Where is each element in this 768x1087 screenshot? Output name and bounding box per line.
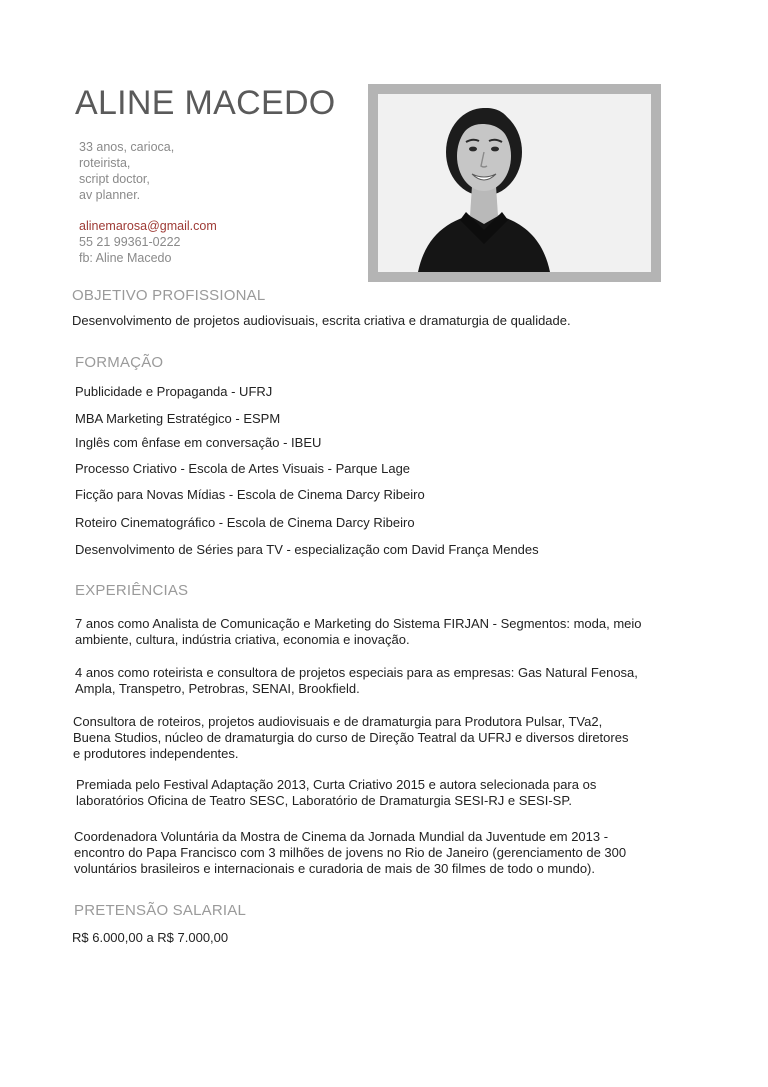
profile-photo-frame [368, 84, 661, 282]
objetivo-text: Desenvolvimento de projetos audiovisuais, escrita criativa e dramaturgia de qualidade. [72, 313, 571, 328]
list-item: Ficção para Novas Mídias - Escola de Cinema Darcy Ribeiro [75, 487, 425, 502]
salary-expectation: R$ 6.000,00 a R$ 7.000,00 [72, 930, 229, 945]
section-title-objetivo: OBJETIVO PROFISSIONAL [72, 287, 266, 304]
facebook-handle: fb: Aline Macedo [79, 251, 172, 265]
list-item: MBA Marketing Estratégico - ESPM [75, 411, 281, 426]
bio-line: roteirista, [79, 156, 131, 170]
experience-line: Buena Studios, núcleo de dramaturgia do curso de Direção Teatral da UFRJ e diversos diretores [73, 730, 629, 745]
experience-line: laboratórios Oficina de Teatro SESC, Laboratório de Dramaturgia SESI-RJ e SESI-SP. [76, 793, 572, 808]
experience-line: voluntários brasileiros e internacionais e curadoria de mais de 30 filmes de todo o mundo). [74, 861, 596, 876]
experience-item [74, 829, 626, 877]
list-item: Inglês com ênfase em conversação - IBEU [75, 435, 322, 450]
phone-number: 55 21 99361-0222 [79, 235, 181, 249]
section-title-pretensao: PRETENSÃO SALARIAL [74, 902, 246, 919]
section-title-formacao: FORMAÇÃO [75, 354, 164, 371]
profile-photo [378, 94, 651, 272]
bio-line: 33 anos, carioca, [79, 140, 175, 154]
bio-line: script doctor, [79, 172, 150, 186]
experience-line: Consultora de roteiros, projetos audiovisuais e de dramaturgia para Produtora Pulsar, TVa2, [73, 714, 603, 729]
experience-line: e produtores independentes. [73, 746, 239, 761]
list-item: Roteiro Cinematográfico - Escola de Cinema Darcy Ribeiro [75, 515, 415, 530]
section-title-experiencias: EXPERIÊNCIAS [75, 582, 189, 599]
email-link[interactable]: alinemarosa@gmail.com [79, 219, 217, 233]
experience-line: Ampla, Transpetro, Petrobras, SENAI, Brookfield. [75, 681, 360, 696]
bio-line: av planner. [79, 188, 141, 202]
experience-line: Coordenadora Voluntária da Mostra de Cinema da Jornada Mundial da Juventude em 2013 - [74, 829, 609, 844]
experience-line: encontro do Papa Francisco com 3 milhões de jovens no Rio de Janeiro (gerenciamento de 300 [74, 845, 627, 860]
experience-item [75, 616, 642, 648]
portrait-image [378, 94, 651, 272]
experience-item [76, 777, 596, 809]
experience-line: 4 anos como roteirista e consultora de projetos especiais para as empresas: Gas Natural Fenosa, [75, 665, 638, 680]
spacer [79, 203, 217, 218]
experience-line: ambiente, cultura, indústria criativa, economia e inovação. [75, 632, 410, 647]
list-item: Desenvolvimento de Séries para TV - especialização com David França Mendes [75, 542, 539, 557]
list-item: Publicidade e Propaganda - UFRJ [75, 384, 273, 399]
experience-item [73, 714, 628, 762]
candidate-name: ALINE MACEDO [75, 84, 336, 122]
experience-line: Premiada pelo Festival Adaptação 2013, Curta Criativo 2015 e autora selecionada para os [76, 777, 597, 792]
list-item: Processo Criativo - Escola de Artes Visuais - Parque Lage [75, 461, 411, 476]
experience-item [75, 665, 638, 697]
contact-info [79, 139, 217, 266]
experience-line: 7 anos como Analista de Comunicação e Marketing do Sistema FIRJAN - Segmentos: moda, meio [75, 616, 642, 631]
